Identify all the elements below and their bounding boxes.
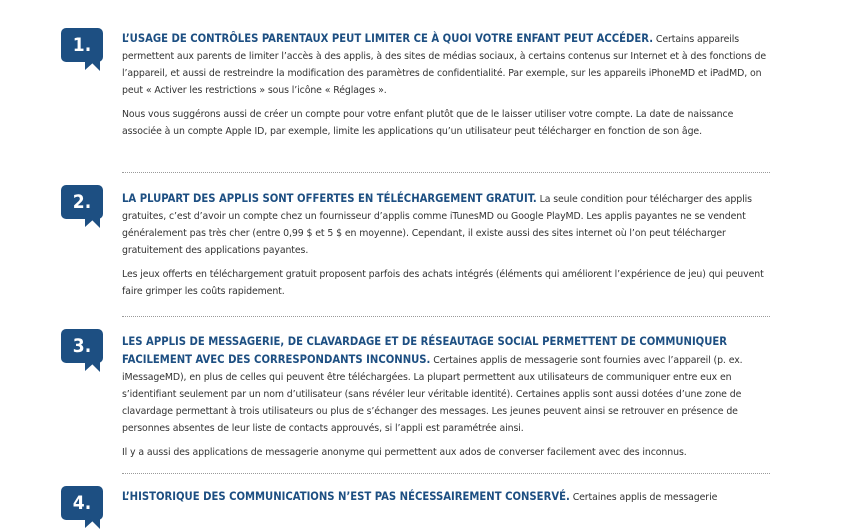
tip-lead-text: Certaines applis de messagerie sont fournies avec l’appareil (p. ex. iMessageMD), en plus de celles qui peuvent être téléchargées. La plupart permettent aux utilisateurs de communiquer entre eux en s’identifiant seulement par un nom d’utilisateur (sans révéler leur véritable identité). Certaines applis sont aussi dotées d’une zone de clavardage permettant à trois utilisateurs ou plus de s’échanger des messages. Les jeunes peuvent ainsi se retrouver en présence de personnes absentes de leur liste de contacts approuvés, si l’appli est paramétrée ainsi. [122, 355, 743, 434]
tip-heading: L’USAGE DE CONTRÔLES PARENTAUX PEUT LIMITER CE À QUOI VOTRE ENFANT PEUT ACCÉDER. [122, 32, 654, 45]
divider [122, 172, 770, 173]
divider [122, 316, 770, 317]
tip-extra-text: Il y a aussi des applications de messagerie anonyme qui permettent aux ados de converser facilement avec des inconnus. [122, 447, 687, 458]
tip-heading: L’HISTORIQUE DES COMMUNICATIONS N’EST PAS NÉCESSAIREMENT CONSERVÉ. [122, 490, 570, 503]
tip-content [122, 190, 770, 300]
tip-heading: LES APPLIS DE MESSAGERIE, DE CLAVARDAGE ET DE RÉSEAUTAGE SOCIAL PERMETTENT DE COMMUNIQUER FACILEMENT AVEC DES CORRESPONDANTS INCONNUS. [122, 335, 728, 366]
tip-number-badge: 3. [61, 329, 103, 363]
tip-heading: LA PLUPART DES APPLIS SONT OFFERTES EN TÉLÉCHARGEMENT GRATUIT. [122, 192, 537, 205]
tip-number-badge: 2. [61, 185, 103, 219]
tip-content [122, 333, 770, 461]
tip-content [122, 488, 770, 506]
tip-extra-text: Nous vous suggérons aussi de créer un compte pour votre enfant plutôt que de le laisser utiliser votre compte. La date de naissance associée à un compte Apple ID, par exemple, limite les applications qu’un utilisateur peut télécharger en fonction de son âge. [122, 109, 734, 137]
tip-lead-text: Certaines applis de messagerie [569, 492, 718, 503]
tip-number-badge: 4. [61, 486, 103, 520]
divider [122, 473, 770, 474]
tip-number-badge: 1. [61, 28, 103, 62]
tip-extra-text: Les jeux offerts en téléchargement gratuit proposent parfois des achats intégrés (éléments qui améliorent l’expérience de jeu) qui peuvent faire grimper les coûts rapidement. [122, 269, 764, 297]
tip-lead-text: Certains appareils permettent aux parents de limiter l’accès à des applis, à des sites de médias sociaux, à certains contenus sur Internet et à des fonctions de l’appareil, et aussi de restreindre la modification des paramètres de confidentialité. Par exemple, sur les appareils iPhoneMD et iPadMD, on peut « Activer les restrictions » sous l’icône « Réglages ». [122, 34, 767, 96]
tip-lead-text: La seule condition pour télécharger des applis gratuites, c’est d’avoir un compte chez un fournisseur d’applis comme iTunesMD ou Google PlayMD. Les applis payantes ne se vendent généralement pas très cher (entre 0,99 $ et 5 $ en moyenne). Cependant, il existe aussi des sites internet où l’on peut télécharger gratuitement des applications payantes. [122, 194, 752, 256]
tip-content [122, 30, 770, 140]
